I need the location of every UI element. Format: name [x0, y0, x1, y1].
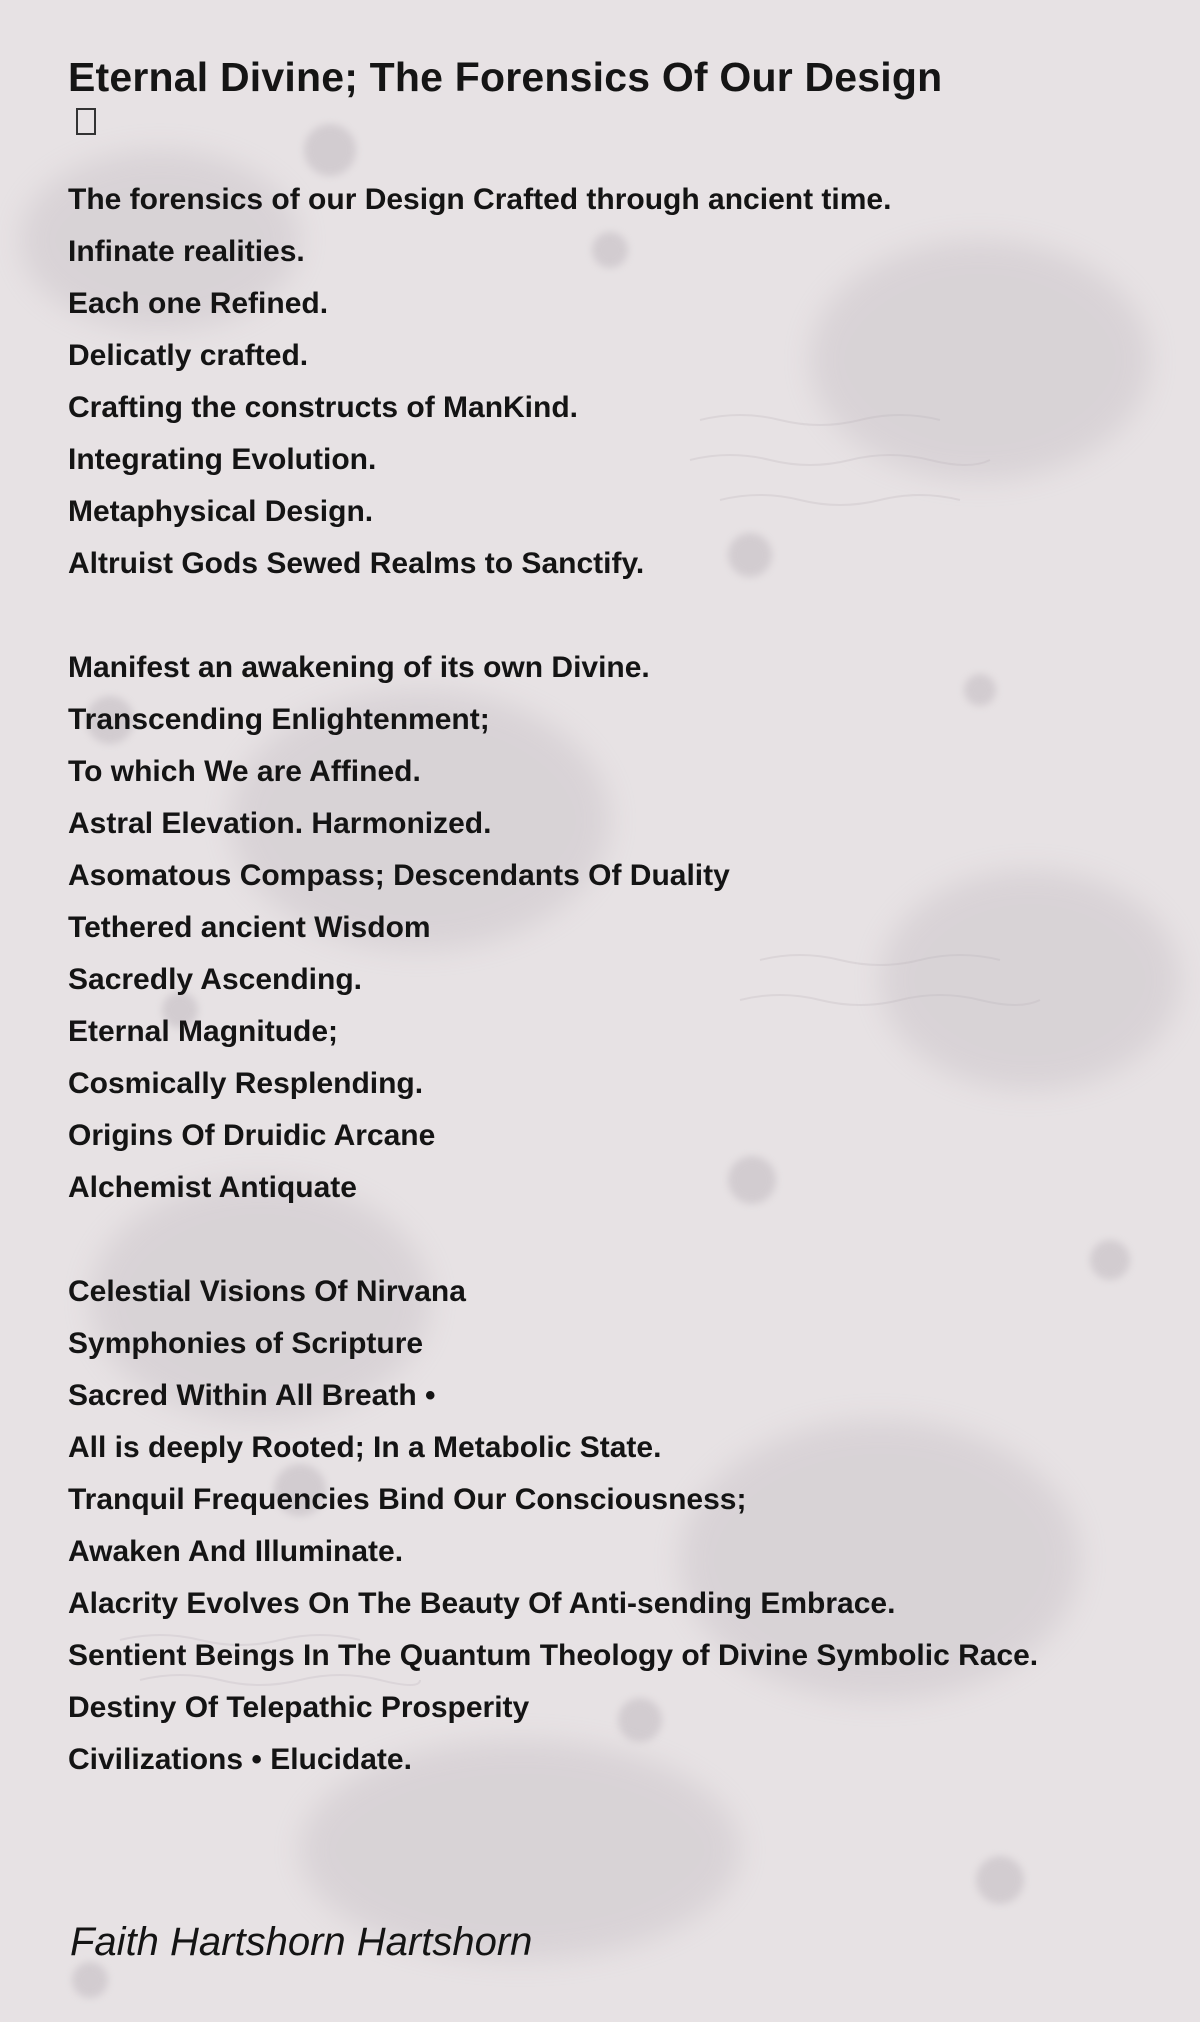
poem-line: The forensics of our Design Crafted through ancient time.	[68, 183, 892, 216]
poem-line: Alacrity Evolves On The Beauty Of Anti-sending Embrace.	[68, 1587, 896, 1620]
poem-line: Alchemist Antiquate	[68, 1171, 357, 1204]
poem-line: To which We are Affined.	[68, 755, 421, 788]
poem-line: All is deeply Rooted; In a Metabolic State.	[68, 1431, 662, 1464]
poem-line: Astral Elevation. Harmonized.	[68, 807, 492, 840]
poem-line: Crafting the constructs of ManKind.	[68, 391, 578, 424]
poem-line: Tethered ancient Wisdom	[68, 911, 431, 944]
poem-line: Transcending Enlightenment;	[68, 703, 490, 736]
poem-line: Symphonies of Scripture	[68, 1327, 424, 1360]
poem-line: Altruist Gods Sewed Realms to Sanctify.	[68, 547, 645, 580]
poem-line: Destiny Of Telepathic Prosperity	[68, 1691, 530, 1724]
poem-line: Eternal Magnitude;	[68, 1015, 339, 1048]
poem-container	[68, 52, 1168, 1838]
poem-line: Delicatly crafted.	[68, 339, 309, 372]
stanza-3	[68, 1266, 1168, 1786]
poem-line: Awaken And Illuminate.	[68, 1535, 404, 1568]
poem-line: Sacredly Ascending.	[68, 963, 362, 996]
poem-line: Each one Refined.	[68, 287, 329, 320]
poem-body	[68, 174, 1168, 1786]
stanza-2	[68, 642, 1168, 1214]
poem-line: Sacred Within All Breath •	[68, 1379, 436, 1412]
poem-line: Tranquil Frequencies Bind Our Consciousness;	[68, 1483, 747, 1516]
missing-glyph-icon	[76, 108, 96, 135]
poem-line: Origins Of Druidic Arcane	[68, 1119, 436, 1152]
poem-line: Celestial Visions Of Nirvana	[68, 1275, 466, 1308]
poem-title: Eternal Divine; The Forensics Of Our Design	[68, 54, 943, 100]
poem-line: Civilizations • Elucidate.	[68, 1743, 412, 1776]
poem-line: Sentient Beings In The Quantum Theology of Divine Symbolic Race.	[68, 1639, 1039, 1672]
poem-line: Integrating Evolution.	[68, 443, 377, 476]
poem-line: Metaphysical Design.	[68, 495, 374, 528]
poem-line: Infinate realities.	[68, 235, 305, 268]
poem-line: Asomatous Compass; Descendants Of Duality	[68, 859, 730, 892]
poem-line: Cosmically Resplending.	[68, 1067, 424, 1100]
poem-line: Manifest an awakening of its own Divine.	[68, 651, 650, 684]
poem-author: Faith Hartshorn Hartshorn	[70, 1920, 533, 1964]
stanza-1	[68, 174, 1168, 590]
